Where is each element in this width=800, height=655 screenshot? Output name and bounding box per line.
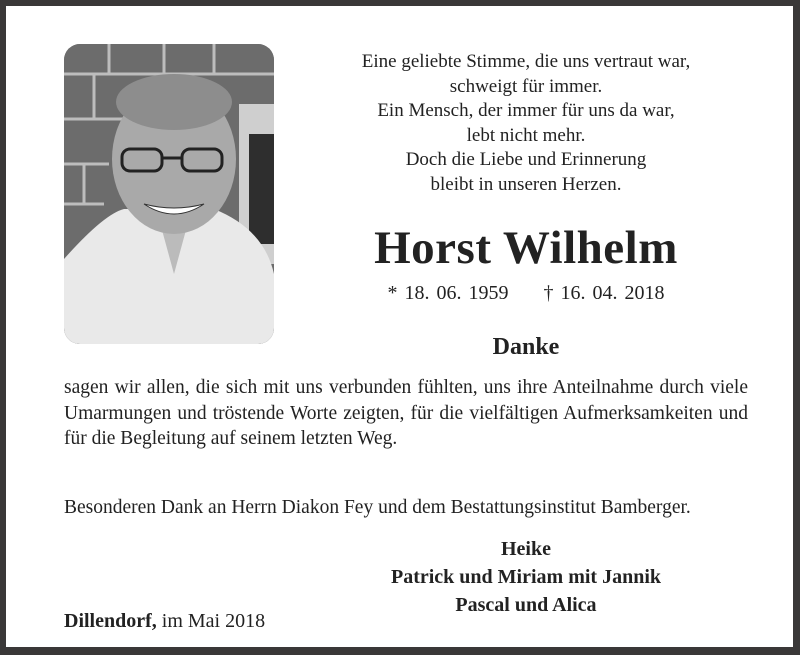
verse-line: Ein Mensch, der immer für uns da war, [377, 100, 675, 122]
signatories [336, 535, 716, 619]
signatory: Patrick und Miriam mit Jannik [390, 566, 661, 588]
deceased-name: Horst Wilhelm [374, 222, 678, 274]
place: Dillendorf, [64, 610, 157, 632]
place-date [64, 610, 265, 633]
thanks-text: sagen wir allen, die sich mit uns verbunden fühlten, uns ihre Anteilnahme durch viele Umarmungen und tröstende Worte zeigten, für die vielfältigen Aufmerksamkeiten und für die Begleitung auf seinem letzten Weg. [64, 377, 748, 450]
verse-line: lebt nicht mehr. [466, 124, 586, 146]
special-thanks-paragraph: Besonderen Dank an Herrn Diakon Fey und dem Bestattungsinstitut Bamberger. [64, 497, 691, 518]
life-dates [336, 282, 716, 305]
verse-line: bleibt in unseren Herzen. [430, 173, 622, 195]
obituary-notice [6, 6, 793, 647]
thanks-heading: Danke [492, 334, 560, 360]
thanks-paragraph [64, 375, 748, 452]
memorial-verse [336, 50, 716, 198]
verse-line: Eine geliebte Stimme, die uns vertraut war, [361, 51, 691, 72]
signatory: Pascal und Alica [455, 594, 597, 616]
verse-line: Doch die Liebe und Erinnerung [405, 149, 647, 171]
signatory: Heike [501, 538, 551, 560]
verse-line: schweigt für immer. [449, 75, 603, 97]
birth-date: * 18. 06. 1959 [387, 282, 509, 304]
date: im Mai 2018 [161, 610, 266, 632]
portrait-photo [64, 44, 274, 344]
death-date: † 16. 04. 2018 [543, 282, 665, 304]
